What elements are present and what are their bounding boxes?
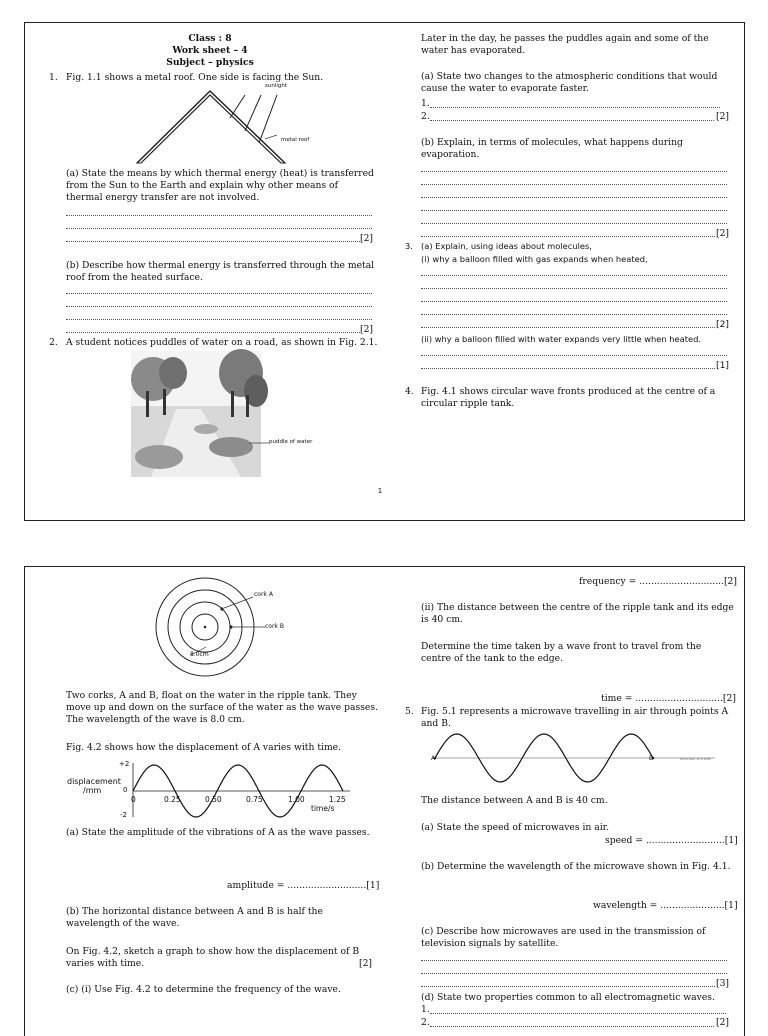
x-tick-label: 1.25: [329, 795, 346, 804]
time-answer[interactable]: time = ..............................[2]: [601, 693, 736, 704]
page-number: 1: [377, 487, 383, 495]
answer-line[interactable]: [421, 973, 727, 974]
q4b-text-line2: wavelength of the wave.: [66, 918, 180, 929]
class-heading: Class : 8: [188, 33, 232, 44]
microwave-figure: [25, 567, 325, 627]
sketch-text-line2: varies with time.: [66, 958, 145, 969]
q1b-text-line1: (b) Describe how thermal energy is transferred through the metal: [66, 260, 375, 271]
q5-text-line1: Fig. 5.1 represents a microwave travelling in air through points A: [421, 706, 729, 717]
answer-line[interactable]: [421, 210, 727, 211]
q3-number: 3.: [405, 241, 413, 251]
q2-later-line1: Later in the day, he passes the puddles again and some of the: [421, 33, 709, 44]
x-axis-label: time/s: [311, 804, 335, 813]
amplitude-answer[interactable]: amplitude = ...........................[1]: [227, 880, 380, 891]
y-tick-label: -2: [120, 811, 127, 819]
frequency-answer[interactable]: frequency = .............................[2]: [579, 576, 737, 587]
distance-text: The distance between A and B is 40 cm.: [421, 795, 608, 806]
q2b-text-line2: evaporation.: [421, 149, 480, 160]
q4-text-line1: Fig. 4.1 shows circular wave fronts produced at the centre of a: [421, 386, 716, 397]
answer-line[interactable]: [66, 332, 360, 333]
x-tick-label: 0.50: [205, 795, 222, 804]
q1a-mark: [2]: [360, 233, 374, 244]
cork-a-label: cork A: [254, 591, 273, 598]
q5c-text-line2: television signals by satellite.: [421, 938, 559, 949]
answer-line[interactable]: [421, 184, 727, 185]
answer-line[interactable]: [66, 293, 372, 294]
answer-line[interactable]: [421, 275, 727, 276]
answer-line[interactable]: [430, 107, 720, 108]
q3i-mark: [2]: [716, 319, 730, 330]
q1a-text-line3: thermal energy transfer are not involved.: [66, 192, 260, 203]
q1b-text-line2: roof from the heated surface.: [66, 272, 203, 283]
q5c-mark: [3]: [716, 978, 730, 989]
x-tick-label: 0.75: [246, 795, 263, 804]
q5d-item2-number: 2.: [421, 1017, 430, 1028]
q4cii-text-line1: (ii) The distance between the centre of the ripple tank and its edge: [421, 602, 734, 613]
point-b-label: B: [649, 755, 654, 762]
cork-b-label: cork B: [265, 623, 284, 630]
q1a-text-line2: from the Sun to the Earth and explain why other means of: [66, 180, 338, 191]
answer-line[interactable]: [421, 368, 715, 369]
graph-ylabel-line2: /mm: [83, 786, 102, 795]
q5c-text-line1: (c) Describe how microwaves are used in the transmission of: [421, 926, 706, 937]
dimension-label: 8.0cm: [190, 651, 209, 658]
q5-text-line2: and B.: [421, 718, 451, 729]
answer-line[interactable]: [421, 171, 727, 172]
answer-line[interactable]: [430, 120, 714, 121]
sunlight-label: sunlight: [265, 83, 288, 89]
point-a-label: A: [431, 755, 436, 762]
answer-line[interactable]: [421, 314, 727, 315]
corks-text-line1: Two corks, A and B, float on the water in the ripple tank. They: [66, 690, 357, 701]
q4cii-text-line2: is 40 cm.: [421, 614, 463, 625]
answer-line[interactable]: [421, 960, 727, 961]
answer-line[interactable]: [421, 355, 727, 356]
wavelength-answer[interactable]: wavelength = ......................[1]: [593, 900, 738, 911]
x-tick-label: 1.00: [288, 795, 305, 804]
corks-text-line3: The wavelength of the wave is 8.0 cm.: [66, 714, 245, 725]
q2a-text-line1: (a) State two changes to the atmospheric conditions that would: [421, 71, 718, 82]
y-tick-label: +2: [119, 760, 130, 768]
worksheet-heading: Work sheet – 4: [172, 45, 248, 56]
sketch-text-line1: On Fig. 4.2, sketch a graph to show how the displacement of B: [66, 946, 360, 957]
q4b-text-line1: (b) The horizontal distance between A and B is half the: [66, 906, 323, 917]
answer-line[interactable]: [66, 228, 372, 229]
answer-line[interactable]: [421, 288, 727, 289]
fig42-intro: Fig. 4.2 shows how the displacement of A varies with time.: [66, 742, 342, 753]
q4ci-text: (c) (i) Use Fig. 4.2 to determine the frequency of the wave.: [66, 984, 341, 995]
puddles-illustration: [131, 351, 281, 477]
q1a-text-line1: (a) State the means by which thermal energy (heat) is transferred: [66, 168, 374, 179]
q3a-text: (a) Explain, using ideas about molecules,: [421, 241, 592, 251]
q2-number: 2.: [49, 337, 58, 348]
answer-line[interactable]: [66, 306, 372, 307]
answer-line[interactable]: [421, 223, 727, 224]
answer-line[interactable]: [66, 215, 372, 216]
q2b-text-line1: (b) Explain, in terms of molecules, what happens during: [421, 137, 683, 148]
travel-direction-note: direction of travel: [680, 757, 712, 761]
q2a-mark: [2]: [716, 111, 730, 122]
subject-heading: Subject – physics: [166, 57, 254, 68]
answer-line[interactable]: [421, 236, 715, 237]
answer-line[interactable]: [421, 197, 727, 198]
corks-text-line2: move up and down on the surface of the water as the wave passes.: [66, 702, 378, 713]
answer-line[interactable]: [421, 327, 715, 328]
worksheet-page-2: [24, 566, 745, 1036]
determine-text-line1: Determine the time taken by a wave front to travel from the: [421, 641, 702, 652]
answer-line[interactable]: [421, 986, 715, 987]
q5d-item1-number: 1.: [421, 1004, 430, 1015]
answer-line[interactable]: [430, 1026, 714, 1027]
answer-line[interactable]: [430, 1013, 726, 1014]
x-tick-label: 0: [131, 795, 136, 804]
q5-number: 5.: [405, 706, 414, 717]
answer-line[interactable]: [66, 241, 360, 242]
q2a-item1-number: 1.: [421, 98, 430, 109]
q1b-mark: [2]: [360, 324, 374, 335]
q2b-mark: [2]: [716, 228, 730, 239]
q5d-mark: [2]: [716, 1017, 730, 1028]
answer-line[interactable]: [66, 319, 372, 320]
q5b-text: (b) Determine the wavelength of the microwave shown in Fig. 4.1.: [421, 861, 731, 872]
graph-ylabel-line1: displacement: [67, 777, 121, 786]
y-tick-label: 0: [123, 786, 128, 794]
answer-line[interactable]: [421, 301, 727, 302]
q3ii-mark: [1]: [716, 360, 730, 371]
q5a-text: (a) State the speed of microwaves in air.: [421, 822, 609, 833]
metal-roof-figure: [25, 23, 355, 133]
determine-text-line2: centre of the tank to the edge.: [421, 653, 564, 664]
q4a-text: (a) State the amplitude of the vibrations of A as the wave passes.: [66, 827, 370, 838]
q2-later-line2: water has evaporated.: [421, 45, 526, 56]
worksheet-page-1: [24, 22, 745, 521]
q3i-text: (i) why a balloon filled with gas expands when heated,: [421, 254, 648, 264]
q1-number: 1.: [49, 72, 58, 83]
q5d-text: (d) State two properties common to all electromagnetic waves.: [421, 992, 715, 1003]
puddle-label: puddle of water: [269, 439, 313, 445]
q4-text-line2: circular ripple tank.: [421, 398, 515, 409]
q2a-text-line2: cause the water to evaporate faster.: [421, 83, 589, 94]
q4-number: 4.: [405, 386, 414, 397]
q3ii-text: (ii) why a balloon filled with water expands very little when heated.: [421, 334, 701, 344]
q2-intro: A student notices puddles of water on a road, as shown in Fig. 2.1.: [66, 337, 378, 348]
q2a-item2-number: 2.: [421, 111, 430, 122]
sketch-mark: [2]: [359, 958, 373, 969]
x-tick-label: 0.25: [164, 795, 181, 804]
q1-intro: Fig. 1.1 shows a metal roof. One side is facing the Sun.: [66, 72, 324, 83]
speed-answer[interactable]: speed = ...........................[1]: [605, 835, 738, 846]
metal-roof-label: metal roof: [281, 137, 310, 143]
